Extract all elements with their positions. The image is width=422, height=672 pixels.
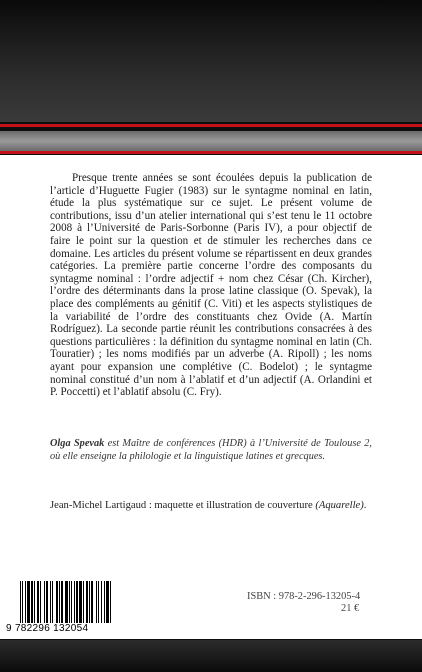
barcode-bar xyxy=(86,581,88,623)
barcode-bar xyxy=(27,581,30,623)
barcode-icon xyxy=(18,581,158,623)
barcode-bar xyxy=(31,581,33,623)
text-panel xyxy=(0,155,422,639)
barcode-bar xyxy=(56,581,58,623)
barcode-bar xyxy=(83,581,84,623)
barcode-bar xyxy=(96,581,97,623)
barcode-bar xyxy=(37,581,39,623)
barcode-bar xyxy=(110,581,111,623)
barcode-bar xyxy=(59,581,60,623)
gray-strip xyxy=(0,131,422,151)
barcode-bar xyxy=(76,581,78,623)
red-rule-bottom xyxy=(0,151,422,154)
barcode-bar xyxy=(98,581,99,623)
barcode-bar xyxy=(89,581,90,623)
barcode-bar xyxy=(106,581,109,623)
barcode-bar xyxy=(71,581,72,623)
barcode-bar xyxy=(74,581,75,623)
credit-end: . xyxy=(363,500,367,511)
cover-credit xyxy=(50,500,380,512)
barcode-bar xyxy=(101,581,102,623)
barcode-bar xyxy=(20,581,21,623)
bottom-band xyxy=(0,640,422,672)
credit-text: Jean-Michel Lartigaud : maquette et illustration de couverture xyxy=(50,500,316,511)
barcode-area xyxy=(0,581,150,635)
barcode-bar xyxy=(65,581,68,623)
red-rule-top xyxy=(0,124,422,127)
author-bio: est Maître de conférences (HDR) à l’Université de Toulouse 2, où elle enseigne la philologie et la linguistique latines et grecques. xyxy=(50,438,372,462)
barcode-bar xyxy=(61,581,63,623)
barcode-bar xyxy=(79,581,82,623)
barcode-bar xyxy=(50,581,51,623)
author-name: Olga Spevak xyxy=(50,438,105,449)
isbn: ISBN : 978-2-296-13205-4 xyxy=(247,591,361,602)
barcode-bar xyxy=(44,581,45,623)
top-band xyxy=(0,0,422,122)
barcode-number: 9 782296 132054 xyxy=(6,623,89,634)
credit-medium: (Aquarelle) xyxy=(315,500,364,511)
barcode-bar xyxy=(91,581,93,623)
barcode-bar xyxy=(104,581,105,623)
barcode-bar xyxy=(25,581,26,623)
barcode-bar xyxy=(69,581,70,623)
barcode-bar xyxy=(52,581,53,623)
price: 21 € xyxy=(341,603,360,614)
barcode-bar xyxy=(46,581,48,623)
barcode-bar xyxy=(34,581,35,623)
barcode-bar xyxy=(22,581,23,623)
author-note xyxy=(50,438,372,463)
summary-text: Presque trente années se sont écoulées depuis la publication de l’article d’Huguette Fugier (1983) sur le syntagme nominal en latin, étude la plus systématique sur ce sujet. Le présent volume de contributions, issu d’un atelier international qui s’est tenu le 11 octobre 2008 à l’Université de Paris-Sorbonne (Paris IV), a pour objectif de faire le point sur la question et de stimuler les recherches dans ce domaine. Les articles du présent volume se répartissent en deux grandes catégories. La première partie concerne l’ordre des composants du syntagme nominal : l’ordre adjectif + nom chez César (Ch. Kircher), l’ordre des déterminants dans la prose latine classique (O. Spevak), la place des compléments au génitif (C. Viti) et les aspects stylistiques de la variabilité de l’ordre des constituants chez Ovide (A. Martín Rodríguez). La seconde partie réunit les contributions consacrées à des questions particulières : la définition du syntagme nominal en latin (Ch. Touratier) ; les noms modifiés par un adverbe (A. Ripoll) ; les noms ayant pour expansion une complétive (C. Bodelot) ; le syntagme nominal constitué d’un nom à l’ablatif et d’un adjectif (A. Orlandini et P. Poccetti) et l’ablatif absolu (C. Fry). xyxy=(50,172,372,399)
barcode-bar xyxy=(40,581,41,623)
